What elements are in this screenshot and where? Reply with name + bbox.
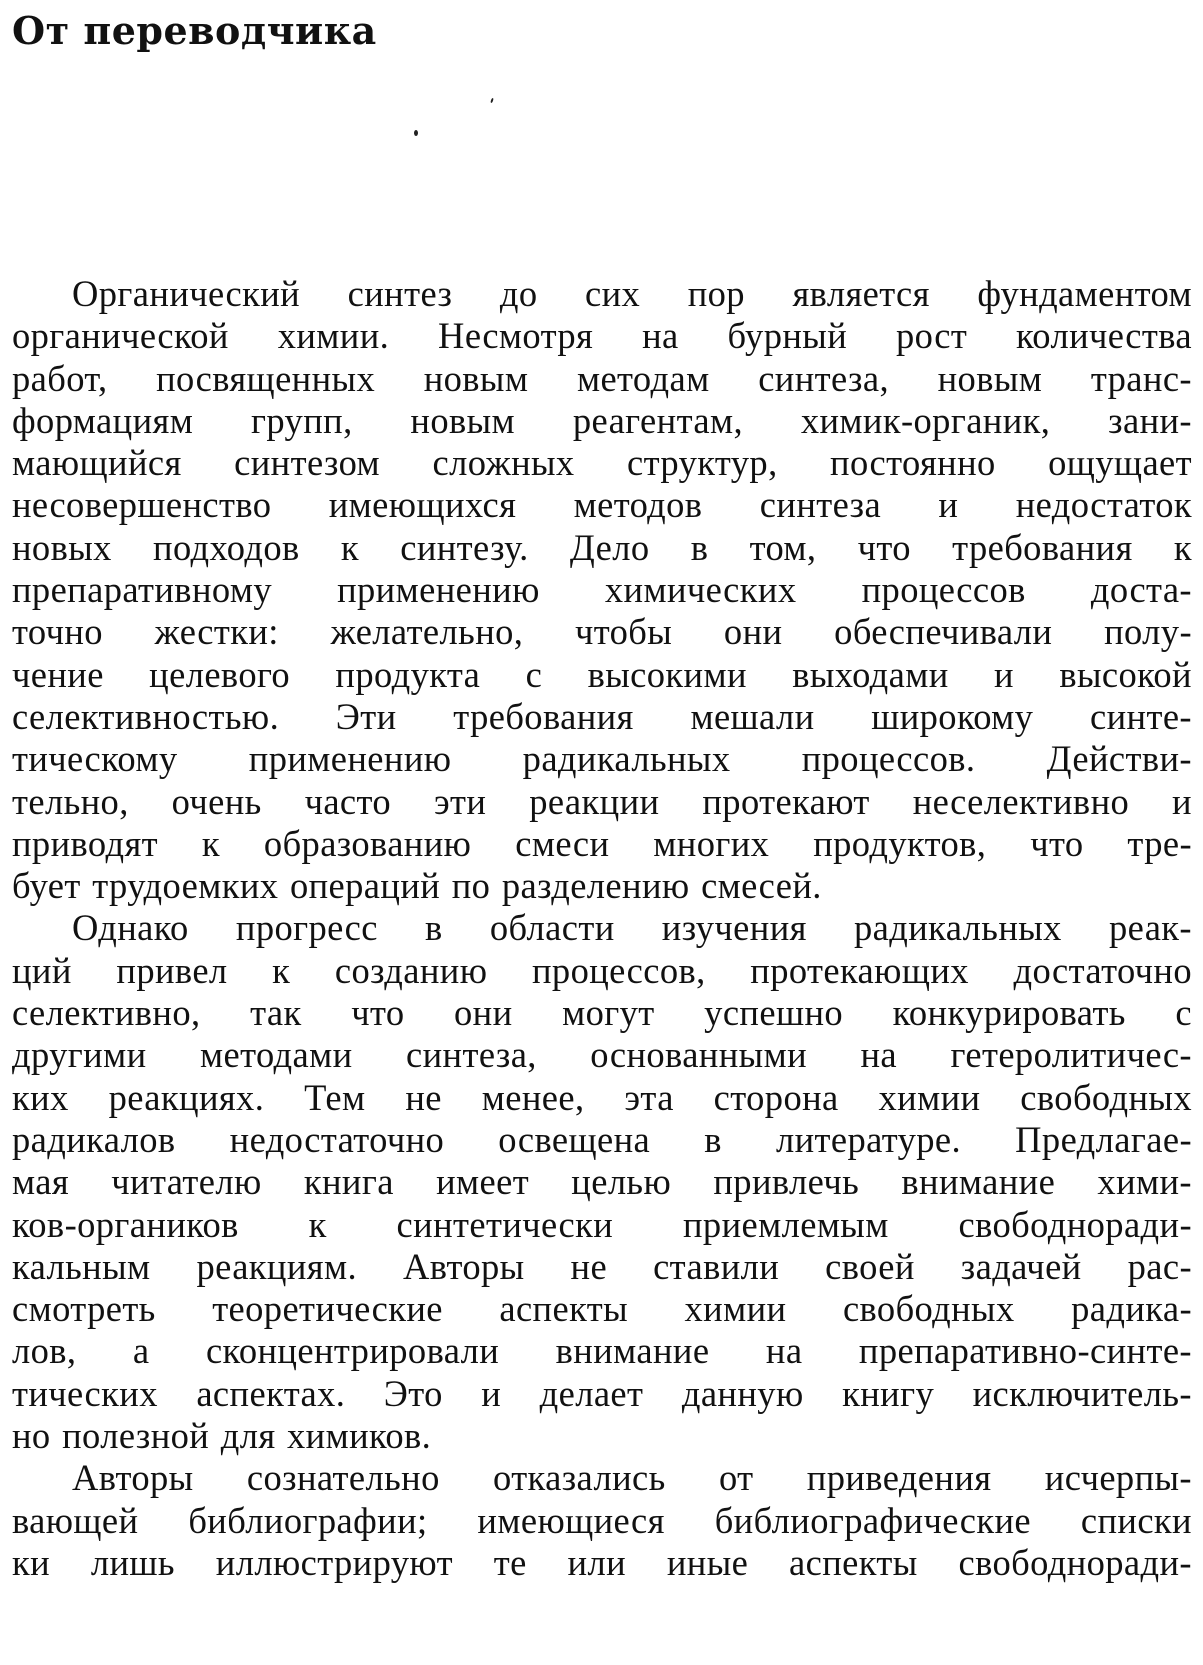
text-line: ций привел к созданию процессов, протекающих достаточно	[12, 949, 1192, 991]
paragraph	[12, 1457, 1192, 1584]
text-line: Авторы сознательно отказались от приведения исчерпы-	[72, 1457, 1192, 1499]
text-line: радикалов недостаточно освещена в литературе. Предлагае-	[12, 1118, 1192, 1160]
text-line: ких реакциях. Тем не менее, эта сторона химии свободных	[12, 1076, 1192, 1118]
text-line: Органический синтез до сих пор является фундаментом	[72, 273, 1192, 314]
text-line: приводят к образованию смеси многих продуктов, что тре-	[12, 822, 1192, 864]
text-line: мающийся синтезом сложных структур, постоянно ощущает	[12, 442, 1192, 484]
text-line: тическому применению радикальных процессов. Действи-	[12, 738, 1192, 780]
text-line: тических аспектах. Это и делает данную книгу исключитель-	[12, 1372, 1192, 1414]
print-speck	[490, 98, 494, 103]
text-line: работ, посвященных новым методам синтеза, новым транс-	[12, 357, 1192, 399]
paragraph	[12, 907, 1192, 1457]
text-line: ки лишь иллюстрируют те или иные аспекты свободноради-	[12, 1541, 1192, 1583]
text-line: препаративному применению химических процессов доста-	[12, 569, 1192, 611]
text-line: но полезной для химиков.	[12, 1415, 432, 1457]
text-line: смотреть теоретические аспекты химии свободных радика-	[12, 1288, 1192, 1330]
text-line: другими методами синтеза, основанными на гетеролитичес-	[12, 1034, 1192, 1076]
text-line: мая читателю книга имеет целью привлечь внимание хими-	[12, 1161, 1192, 1203]
text-line: вающей библиографии; имеющиеся библиографические списки	[12, 1499, 1192, 1541]
text-line: несовершенство имеющихся методов синтеза и недостаток	[12, 484, 1192, 526]
text-line: кальным реакциям. Авторы не ставили своей задачей рас-	[12, 1245, 1192, 1287]
paragraph	[12, 273, 1192, 907]
text-line: органической химии. Несмотря на бурный рост количества	[12, 315, 1192, 357]
text-line: чение целевого продукта с высокими выходами и высокой	[12, 653, 1192, 695]
text-line: селективностью. Эти требования мешали широкому синте-	[12, 695, 1192, 737]
page-title: От переводчика	[12, 8, 377, 53]
text-line: формациям групп, новым реагентам, химик-органик, зани-	[12, 399, 1192, 441]
text-line: новых подходов к синтезу. Дело в том, что требования к	[12, 526, 1192, 568]
text-line: селективно, так что они могут успешно конкурировать с	[12, 992, 1192, 1034]
text-line: лов, а сконцентрировали внимание на препаративно-синте-	[12, 1330, 1192, 1372]
text-line: бует трудоемких операций по разделению смесей.	[12, 865, 822, 907]
print-speck	[414, 130, 418, 136]
text-line: точно жестки: желательно, чтобы они обеспечивали полу-	[12, 611, 1192, 653]
body-text	[12, 273, 1192, 1584]
text-line: ков-органиков к синтетически приемлемым свободноради-	[12, 1203, 1192, 1245]
text-line: Однако прогресс в области изучения радикальных реак-	[72, 907, 1192, 949]
text-line: тельно, очень часто эти реакции протекают неселективно и	[12, 780, 1192, 822]
